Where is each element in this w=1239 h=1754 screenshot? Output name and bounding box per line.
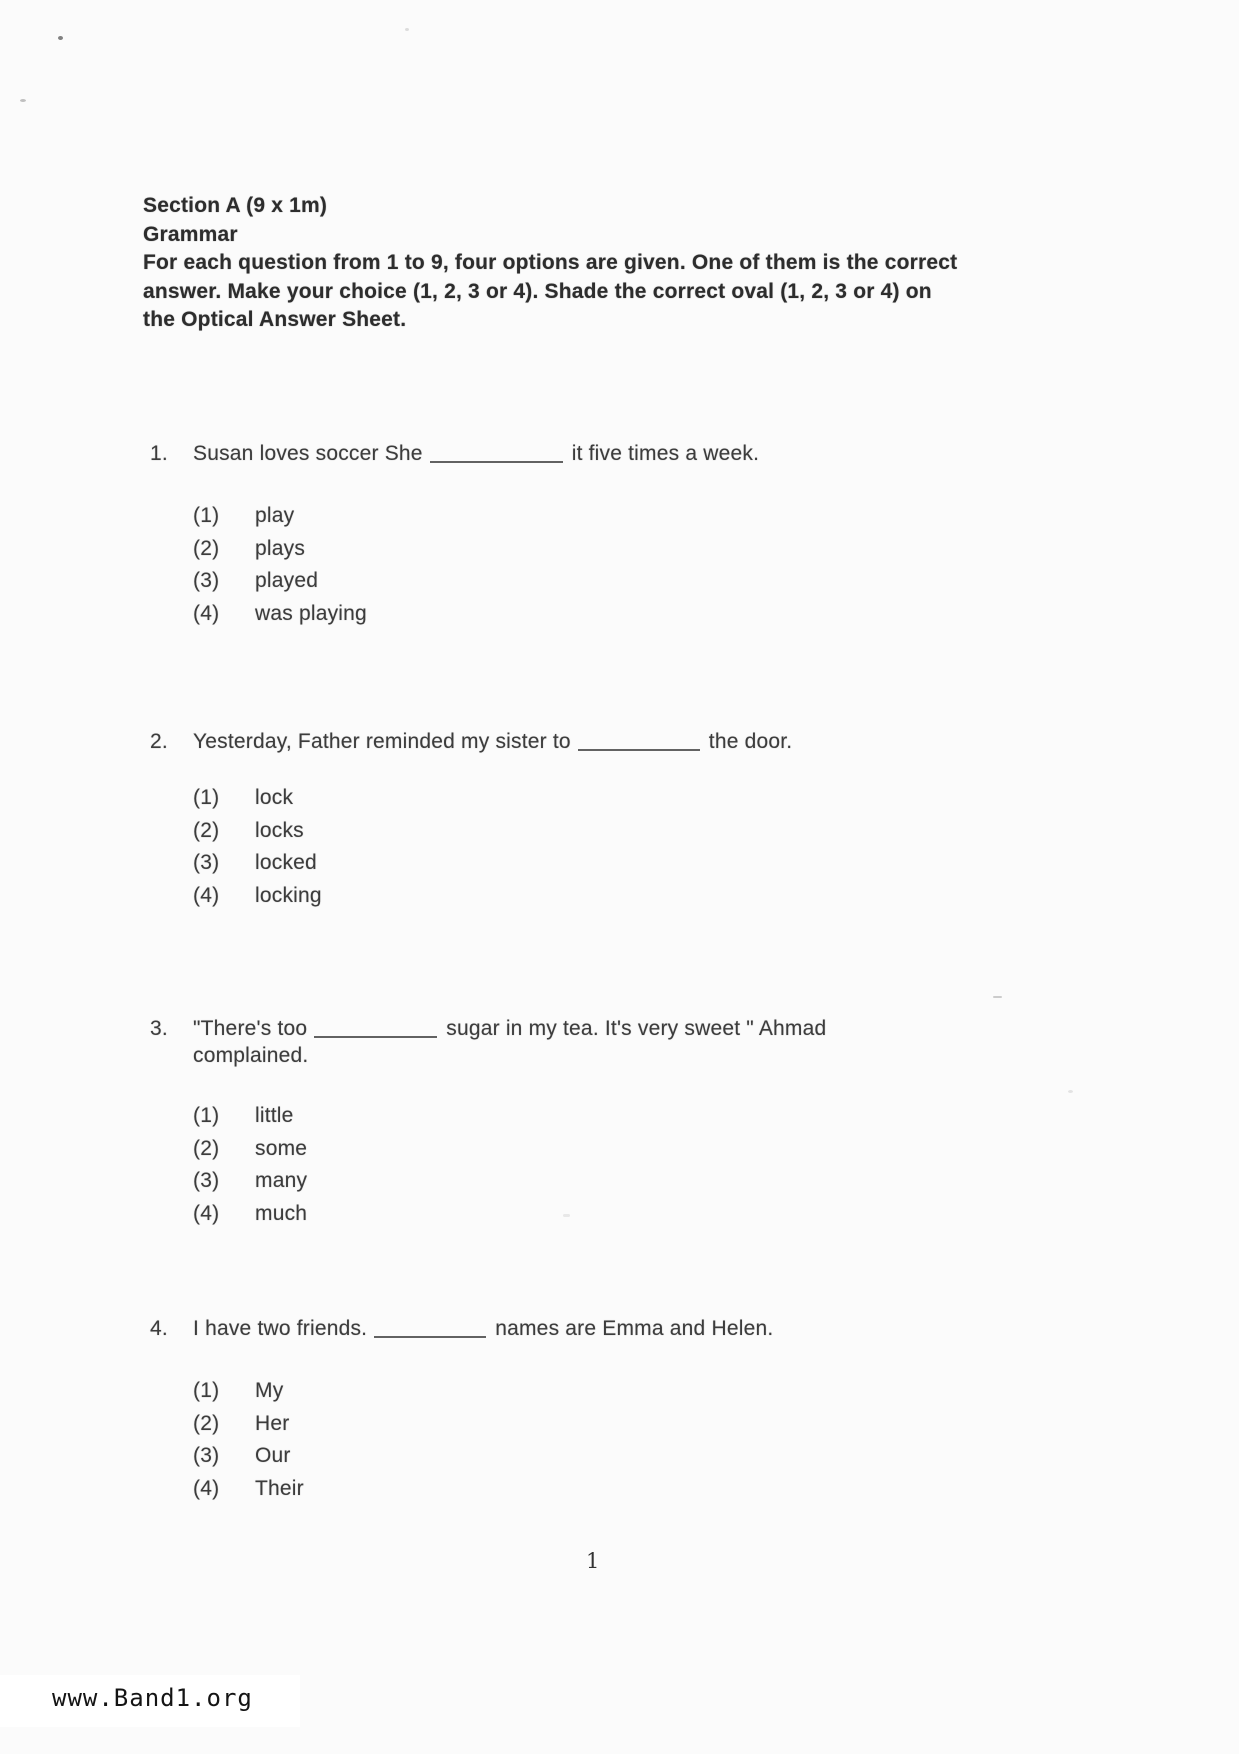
question-text-before-blank: "There's too [193,1017,308,1041]
question-number: 4. [150,1317,168,1341]
option-row [193,504,367,537]
section-subtitle: Grammar [143,222,238,246]
watermark-url: www.Band1.org [52,1684,253,1712]
option-row [193,537,367,570]
scan-artifact [993,996,1002,998]
question-text-after-blank: sugar in my tea. It's very sweet " Ahmad [446,1017,827,1041]
option-text: locked [255,851,317,874]
option-label: (3) [193,851,220,874]
answer-blank [314,1016,437,1038]
option-row [193,884,322,917]
instruction-line-2: answer. Make your choice (1, 2, 3 or 4). Shade the correct oval (1, 2, 3 or 4) on [143,279,932,303]
option-label: (4) [193,883,220,907]
question-number: 2. [150,730,168,754]
option-label: (2) [193,818,220,842]
option-text: lock [255,786,294,809]
option-text: Her [255,1411,290,1435]
question-3-options [193,1104,307,1234]
question-2-options [193,786,322,916]
question-4 [150,1313,773,1341]
option-label: (1) [193,504,220,527]
question-3-line-2: complained. [193,1044,309,1067]
question-3 [150,1013,826,1041]
option-text: locking [255,883,322,907]
option-text: many [255,1169,308,1192]
option-label: (4) [193,601,220,625]
option-label: (3) [193,1444,220,1467]
option-row [193,1412,304,1445]
scan-artifact [1068,1090,1073,1093]
question-1 [150,438,759,466]
scan-artifact [58,36,63,40]
question-number: 1. [150,442,168,466]
section-header [143,192,957,335]
option-row [193,1202,307,1235]
answer-blank [578,729,700,751]
option-row [193,1477,304,1510]
question-text-after-blank: names are Emma and Helen. [495,1317,774,1341]
page-number: 1 [586,1549,600,1573]
instruction-line-1: For each question from 1 to 9, four options are given. One of them is the correct [143,251,958,274]
option-row [193,1104,307,1137]
option-label: (3) [193,569,220,592]
option-label: (2) [193,536,220,560]
option-label: (3) [193,1169,220,1192]
answer-blank [374,1316,486,1338]
option-row [193,819,322,852]
section-title: Section A (9 x 1m) [143,194,328,217]
option-text: plays [255,536,306,560]
option-text: some [255,1136,308,1160]
scan-artifact [405,28,409,31]
option-label: (1) [193,1379,220,1402]
option-row [193,1137,307,1170]
option-text: locks [255,818,304,842]
option-text: Their [255,1476,304,1500]
option-text: little [255,1104,294,1127]
question-text-after-blank: it five times a week. [571,442,760,466]
option-label: (1) [193,1104,220,1127]
option-text: much [255,1201,308,1225]
question-1-options [193,504,367,634]
option-label: (2) [193,1411,220,1435]
option-text: played [255,569,319,592]
option-label: (4) [193,1476,220,1500]
scan-artifact [20,99,26,102]
option-text: My [255,1379,284,1402]
option-row [193,1379,304,1412]
option-text: play [255,504,295,527]
question-text-before-blank: Susan loves soccer She [193,442,423,466]
answer-blank [430,441,563,463]
option-row [193,851,322,884]
question-number: 3. [150,1017,168,1041]
question-text-before-blank: I have two friends. [193,1317,368,1341]
question-text-before-blank: Yesterday, Father reminded my sister to [193,730,571,754]
option-row [193,786,322,819]
option-row [193,602,367,635]
option-label: (4) [193,1201,220,1225]
question-2 [150,726,792,754]
question-4-options [193,1379,304,1509]
option-label: (1) [193,786,220,809]
option-row [193,1444,304,1477]
question-text-after-blank: the door. [708,730,793,754]
option-label: (2) [193,1136,220,1160]
option-text: Our [255,1444,291,1467]
instruction-line-3: the Optical Answer Sheet. [143,308,407,331]
option-text: was playing [255,601,367,625]
scan-artifact [563,1214,570,1217]
option-row [193,569,367,602]
option-row [193,1169,307,1202]
